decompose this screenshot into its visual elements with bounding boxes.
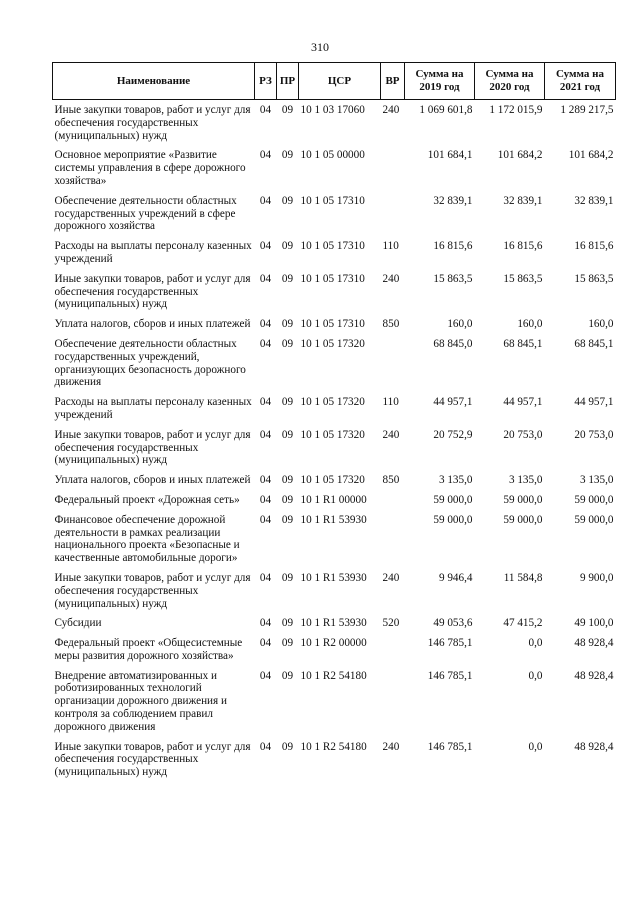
row-vr: 850 (382, 474, 400, 487)
row-sum-2021: 1 289 217,5 (560, 104, 614, 116)
row-rz: 04 (259, 740, 272, 753)
row-pr: 09 (281, 337, 294, 350)
row-csr: 10 1 05 17310 (300, 240, 365, 253)
row-sum-2019: 101 684,1 (427, 149, 473, 162)
row-sum-2020: 11 584,8 (503, 571, 543, 584)
row-sum-2019: 44 957,1 (433, 396, 473, 409)
row-rz: 04 (259, 337, 272, 350)
row-sum-2021: 44 957,1 (574, 396, 614, 409)
table-row (53, 741, 616, 786)
row-vr (381, 149, 405, 194)
table-row (53, 273, 616, 318)
row-csr: 10 1 05 17310 (300, 318, 365, 331)
row-vr: 520 (382, 617, 400, 630)
row-sum-2021: 48 928,4 (574, 740, 614, 753)
row-name: Федеральный проект «Дорожная сеть» (54, 493, 240, 506)
row-name: Уплата налогов, сборов и иных платежей (54, 318, 251, 331)
header-name: Наименование (53, 63, 255, 100)
header-sum-2021: Сумма на 2021 год (545, 63, 616, 100)
row-vr: 240 (382, 428, 400, 441)
row-pr: 09 (281, 493, 294, 506)
header-sum-2019: Сумма на 2019 год (405, 63, 475, 100)
row-pr: 09 (281, 669, 294, 682)
row-pr: 09 (281, 617, 294, 630)
table-row (53, 149, 616, 194)
row-pr: 09 (281, 637, 294, 650)
row-sum-2019: 3 135,0 (438, 474, 473, 487)
row-name: Федеральный проект «Общесистемные меры развития дорожного хозяйства» (54, 637, 243, 662)
row-pr: 09 (281, 513, 294, 526)
row-sum-2019: 1 069 601,8 (419, 104, 473, 116)
table-row (53, 514, 616, 572)
row-sum-2019: 16 815,6 (433, 240, 473, 253)
row-rz: 04 (259, 637, 272, 650)
row-sum-2021: 59 000,0 (574, 493, 614, 506)
row-pr: 09 (281, 104, 294, 116)
row-name: Обеспечение деятельности областных государственных учреждений в сфере дорожного хозяйства (54, 194, 237, 233)
row-sum-2021: 16 815,6 (574, 240, 614, 253)
row-rz: 04 (259, 194, 272, 207)
budget-table (52, 62, 616, 786)
row-sum-2020: 0,0 (528, 740, 543, 753)
row-sum-2021: 20 753,0 (574, 428, 614, 441)
row-name: Иные закупки товаров, работ и услуг для обеспечения государственных (муниципальных) нужд (54, 428, 251, 467)
row-sum-2020: 20 753,0 (503, 428, 543, 441)
row-sum-2020: 15 863,5 (503, 272, 543, 285)
row-sum-2021: 101 684,2 (568, 149, 614, 162)
row-sum-2021: 48 928,4 (574, 637, 614, 650)
table-body (53, 100, 616, 787)
row-rz: 04 (259, 669, 272, 682)
row-pr: 09 (281, 149, 294, 162)
row-vr (381, 195, 405, 240)
header-csr: ЦСР (299, 63, 381, 100)
row-name: Иные закупки товаров, работ и услуг для обеспечения государственных (муниципальных) нужд (54, 571, 251, 610)
header-sum-2020: Сумма на 2020 год (475, 63, 545, 100)
row-vr (381, 494, 405, 514)
row-sum-2021: 68 845,1 (574, 337, 614, 350)
table-row (53, 494, 616, 514)
header-rz: РЗ (255, 63, 277, 100)
table-row (53, 318, 616, 338)
row-sum-2019: 32 839,1 (433, 194, 473, 207)
row-sum-2021: 9 900,0 (579, 571, 614, 584)
row-pr: 09 (281, 474, 294, 487)
row-sum-2020: 160,0 (517, 318, 543, 331)
row-sum-2020: 59 000,0 (503, 513, 543, 526)
row-sum-2021: 32 839,1 (574, 194, 614, 207)
row-csr: 10 1 R1 53930 (300, 571, 367, 584)
row-sum-2020: 0,0 (528, 637, 543, 650)
page-number: 310 (311, 40, 329, 54)
row-csr: 10 1 05 17320 (300, 474, 365, 487)
table-row (53, 617, 616, 637)
row-sum-2020: 47 415,2 (503, 617, 543, 630)
row-rz: 04 (259, 104, 272, 116)
row-csr: 10 1 R2 00000 (300, 637, 367, 650)
row-vr (381, 514, 405, 572)
row-name: Иные закупки товаров, работ и услуг для обеспечения государственных (муниципальных) нужд (54, 104, 251, 142)
row-csr: 10 1 05 17320 (300, 428, 365, 441)
row-name: Основное мероприятие «Развитие системы управления в сфере дорожного хозяйства» (54, 149, 246, 187)
row-sum-2019: 146 785,1 (427, 669, 473, 682)
row-sum-2020: 44 957,1 (503, 396, 543, 409)
row-vr: 240 (382, 272, 400, 285)
row-sum-2020: 0,0 (528, 669, 543, 682)
row-pr: 09 (281, 396, 294, 409)
row-sum-2021: 49 100,0 (574, 617, 614, 630)
row-vr: 240 (382, 571, 400, 584)
row-pr: 09 (281, 428, 294, 441)
row-pr: 09 (281, 571, 294, 584)
table-row (53, 572, 616, 617)
table-row (53, 429, 616, 474)
row-name: Обеспечение деятельности областных государственных учреждений, организующих безопасность дорожного движения (54, 337, 246, 389)
table-row (53, 100, 616, 150)
row-name: Субсидии (54, 617, 102, 630)
row-name: Финансовое обеспечение дорожной деятельности в рамках реализации национального проекта «Безопасные и качественные автомобильные дороги» (54, 513, 240, 565)
row-sum-2019: 146 785,1 (427, 637, 473, 650)
row-name: Расходы на выплаты персоналу казенных учреждений (54, 240, 252, 265)
header-vr: ВР (381, 63, 405, 100)
row-vr: 110 (382, 240, 399, 253)
header-pr: ПР (277, 63, 299, 100)
row-sum-2021: 160,0 (588, 318, 614, 331)
row-csr: 10 1 R2 54180 (300, 740, 367, 753)
row-sum-2019: 59 000,0 (433, 493, 473, 506)
row-name: Иные закупки товаров, работ и услуг для обеспечения государственных (муниципальных) нужд (54, 740, 251, 779)
row-rz: 04 (259, 272, 272, 285)
row-sum-2020: 59 000,0 (503, 493, 543, 506)
row-csr: 10 1 R1 53930 (300, 513, 367, 526)
table-row (53, 195, 616, 240)
table-row (53, 338, 616, 396)
row-sum-2020: 1 172 015,9 (489, 104, 543, 116)
row-csr: 10 1 R1 53930 (300, 617, 367, 630)
row-csr: 10 1 R2 54180 (300, 669, 367, 682)
row-sum-2019: 68 845,0 (433, 337, 473, 350)
row-vr: 850 (382, 318, 400, 331)
row-sum-2019: 9 946,4 (438, 571, 473, 584)
row-sum-2021: 48 928,4 (574, 669, 614, 682)
table-row (53, 396, 616, 429)
table-row (53, 240, 616, 273)
row-sum-2020: 68 845,1 (503, 337, 543, 350)
row-pr: 09 (281, 318, 294, 331)
row-csr: 10 1 03 17060 (300, 104, 365, 116)
row-rz: 04 (259, 617, 272, 630)
row-sum-2019: 146 785,1 (427, 740, 473, 753)
row-sum-2021: 59 000,0 (574, 513, 614, 526)
row-vr (381, 670, 405, 741)
row-sum-2020: 101 684,2 (497, 149, 543, 162)
row-sum-2020: 3 135,0 (508, 474, 543, 487)
row-rz: 04 (259, 396, 272, 409)
row-sum-2019: 59 000,0 (433, 513, 473, 526)
row-csr: 10 1 05 17310 (300, 272, 365, 285)
table-row (53, 474, 616, 494)
row-pr: 09 (281, 194, 294, 207)
row-csr: 10 1 05 17320 (300, 337, 365, 350)
row-sum-2019: 160,0 (447, 318, 473, 331)
row-pr: 09 (281, 240, 294, 253)
row-sum-2019: 49 053,6 (433, 617, 473, 630)
row-rz: 04 (259, 571, 272, 584)
row-sum-2020: 32 839,1 (503, 194, 543, 207)
row-name: Внедрение автоматизированных и роботизированных технологий организации дорожного движения и контроля за соблюдением правил дорожного движения (54, 669, 227, 733)
row-sum-2020: 16 815,6 (503, 240, 543, 253)
row-vr: 240 (382, 104, 400, 116)
row-pr: 09 (281, 272, 294, 285)
table-header-row (53, 63, 616, 100)
row-sum-2021: 15 863,5 (574, 272, 614, 285)
row-rz: 04 (259, 493, 272, 506)
row-rz: 04 (259, 318, 272, 331)
row-sum-2021: 3 135,0 (579, 474, 614, 487)
row-rz: 04 (259, 513, 272, 526)
row-rz: 04 (259, 240, 272, 253)
table-row (53, 637, 616, 670)
row-name: Расходы на выплаты персоналу казенных учреждений (54, 396, 252, 421)
row-csr: 10 1 05 17320 (300, 396, 365, 409)
row-csr: 10 1 R1 00000 (300, 493, 367, 506)
row-csr: 10 1 05 17310 (300, 194, 365, 207)
row-vr (381, 338, 405, 396)
row-csr: 10 1 05 00000 (300, 149, 365, 162)
row-vr (381, 637, 405, 670)
row-vr: 240 (382, 740, 400, 753)
row-sum-2019: 20 752,9 (433, 428, 473, 441)
row-name: Уплата налогов, сборов и иных платежей (54, 474, 251, 487)
row-name: Иные закупки товаров, работ и услуг для обеспечения государственных (муниципальных) нужд (54, 272, 251, 311)
row-pr: 09 (281, 740, 294, 753)
row-rz: 04 (259, 149, 272, 162)
table-row (53, 670, 616, 741)
row-rz: 04 (259, 474, 272, 487)
row-rz: 04 (259, 428, 272, 441)
row-sum-2019: 15 863,5 (433, 272, 473, 285)
row-vr: 110 (382, 396, 399, 409)
